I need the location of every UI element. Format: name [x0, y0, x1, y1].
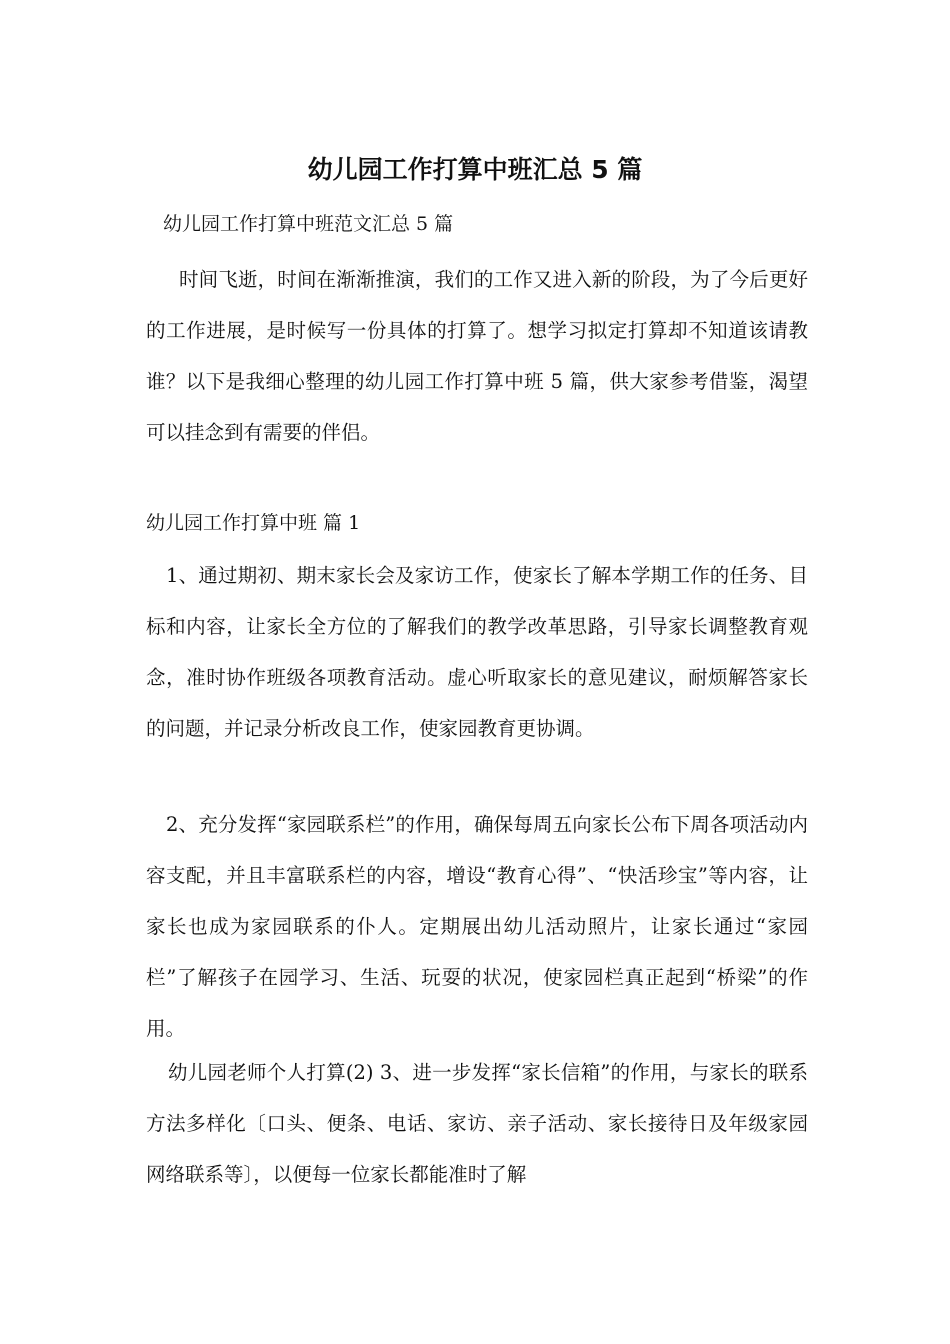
section-heading: 幼儿园工作打算中班 篇 1 [146, 512, 361, 534]
body-paragraph-2: 2、充分发挥“家园联系栏”的作用，确保每周五向家长公布下周各项活动内容支配，并且丰富联系栏的内容，增设“教育心得”、“快活珍宝”等内容，让家长也成为家园联系的仆人。定期展出幼儿活动照片，让家长通过“家园栏”了解孩子在园学习、生活、玩耍的状况，使家园栏真正起到“桥梁”的作用。 [146, 813, 808, 1040]
intro-paragraph: 时间飞逝，时间在渐渐推演，我们的工作又进入新的阶段，为了今后更好的工作进展，是时候写一份具体的打算了。想学习拟定打算却不知道该请教谁？以下是我细心整理的幼儿园工作打算中班 5 篇，供大家参考借鉴，渴望可以挂念到有需要的伴侣。 [146, 268, 808, 444]
body-paragraph-3: 幼儿园老师个人打算(2) 3、进一步发挥“家长信箱”的作用，与家长的联系方法多样化〔口头、便条、电话、家访、亲子活动、家长接待日及年级家园网络联系等〕，以便每一位家长都能准时了解 [146, 1061, 808, 1186]
body-paragraph-1: 1、通过期初、期末家长会及家访工作，使家长了解本学期工作的任务、目标和内容，让家长全方位的了解我们的教学改革思路，引导家长调整教育观念，准时协作班级各项教育活动。虚心听取家长的意见建议，耐烦解答家长的问题，并记录分析改良工作，使家园教育更协调。 [146, 564, 808, 740]
document-subtitle: 幼儿园工作打算中班范文汇总 5 篇 [163, 213, 454, 235]
document-title: 幼儿园工作打算中班汇总 5 篇 [307, 155, 643, 184]
